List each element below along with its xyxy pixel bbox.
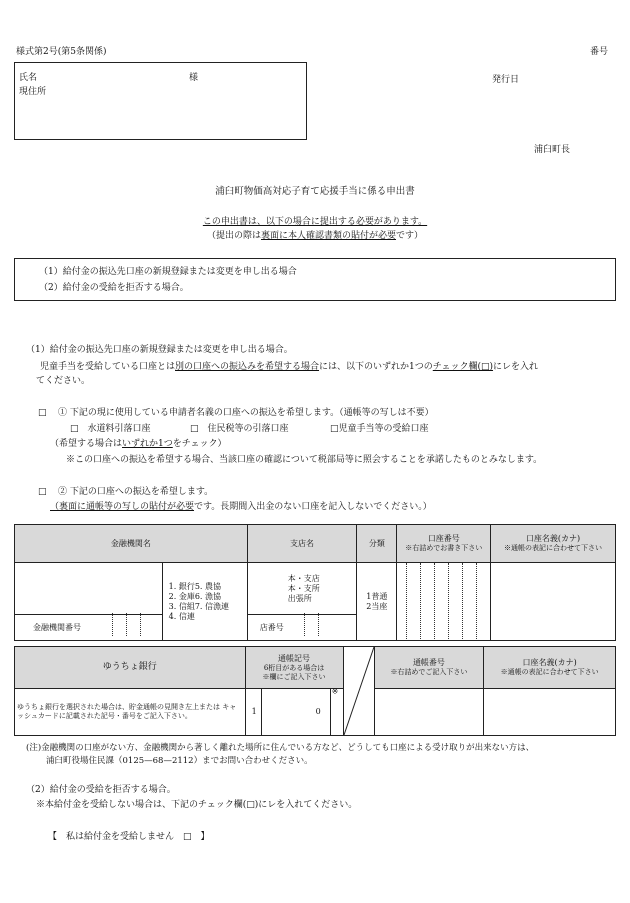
symbol-first: 1 [251,707,257,717]
symbol-divider [261,689,262,735]
number-input[interactable] [374,689,484,736]
symbol-divider [330,689,331,735]
section1-body-cont: てください。 [36,376,91,386]
branch-type: 本・支店 [287,573,320,583]
option2-note [50,502,432,513]
col-number [374,647,484,689]
option1-note-b: をチェック） [172,439,227,449]
refusal-checkbox[interactable]: 【 私は給付金を受給しません □ 】 [48,832,210,842]
diagonal-cell [343,647,374,736]
section1-body-c: にレを入れ [493,362,539,372]
col-account-note: ※右詰めでお書き下さい [405,544,483,553]
page-title: 浦臼町物価高対応子育て応援手当に係る申出書 [215,186,415,197]
option2-note-rest: です。長期間入出金のない口座を記入しないでください。） [194,502,432,512]
honorific: 様 [189,73,199,83]
institution-type: 1. 銀行5. 農協 [168,581,222,591]
yucho-table [14,646,616,736]
address-label: 現住所 [19,87,47,97]
col-holder-title: 口座名義(カナ) [525,534,581,544]
section1-body-u2: チェック欄(□) [432,362,494,372]
col-yucho: ゆうちょ銀行 [15,647,246,689]
col-institution: 金融機関名 [15,525,248,563]
col-yucho-holder-title: 口座名義(カナ) [522,658,577,668]
section1-body-a: 児童手当を受給している口座とは [40,362,176,372]
notice-line1: この申出書は、以下の場合に提出する必要があります。 [202,217,428,227]
notice-line2-prefix: （提出の際は [206,231,261,241]
section1-body [40,362,538,373]
holder-name-input[interactable] [491,563,616,641]
col-symbol-note2: ※欄にご記入下さい [262,672,326,681]
option1-sub-tax[interactable]: □ 住民税等の引落口座 [190,424,289,434]
yucho-instruction: ゆうちょ銀行を選択された場合は、貯金通帳の見開き左上または キャッシュカードに記載された記号・番号をご記入下さい。 [15,689,246,736]
option1-note [50,439,226,450]
col-symbol [245,647,343,689]
notice-line2 [0,231,630,242]
case-item: （2）給付金の受給を拒否する場合。 [39,283,189,293]
diagonal-line [344,647,374,735]
option1-consent: ※この口座への振込を希望する場合、当該口座の確認について税部局等に照会することを承諾したものとみなします。 [66,455,543,465]
issue-date-label: 発行日 [492,75,520,85]
digit-separator [462,563,463,639]
section2-heading: （2）給付金の受給を拒否する場合。 [26,785,176,795]
symbol-input[interactable] [245,689,343,736]
col-holder [491,525,616,563]
digit-separator [112,613,113,636]
account-type-cell[interactable] [357,563,397,641]
notice-line2-suffix: です） [396,231,424,241]
footnote-cont: 浦臼町役場住民課（0125—68—2112）までお問い合わせください。 [46,756,313,766]
symbol-last: 0 [315,707,321,717]
digit-separator [434,563,435,639]
col-account-title: 口座番号 [427,534,460,544]
issuer: 浦臼町長 [534,145,571,155]
symbol-extra: ※ [331,687,339,697]
digit-separator [126,613,127,636]
institution-name-input[interactable] [15,563,163,615]
case-item: （1）給付金の振込先口座の新規登録または変更を申し出る場合 [39,267,297,277]
col-branch: 支店名 [247,525,357,563]
option1-note-u: いずれか1つ [122,439,173,449]
form-id: 様式第2号(第5条関係) [16,47,107,57]
option2-checkbox[interactable]: □ [38,487,47,497]
col-type: 分類 [357,525,397,563]
institution-type: 4. 信連 [168,611,195,621]
option2-label: ② 下記の口座への振込を希望します。 [58,487,214,497]
bank-table [14,524,616,641]
col-holder-note: ※通帳の表記に合わせて下さい [504,544,603,553]
col-yucho-holder [484,647,616,689]
institution-type: 3. 信組7. 信漁連 [168,601,230,611]
institution-code-label: 金融機関番号 [33,622,81,632]
col-number-title: 通帳番号 [412,658,445,668]
digit-separator [140,613,141,636]
section1-heading: （1）給付金の振込先口座の新規登録または変更を申し出る場合。 [26,345,293,355]
digit-separator [420,563,421,639]
institution-types[interactable] [162,563,247,641]
branch-type: 出張所 [287,593,312,603]
footnote: (注)金融機関の口座がない方、金融機関から著しく離れた場所に住んでいる方など、どうしても口座による受け取りが出来ない方は、 [26,743,535,753]
option1-checkbox[interactable]: □ [38,408,47,418]
col-yucho-holder-note: ※通帳の表記に合わせて下さい [500,668,599,677]
digit-separator [304,613,305,636]
digit-separator [448,563,449,639]
option2-note-u: （裏面に通帳等の写しの貼付が必要 [50,502,195,512]
notice-line1-wrap [0,217,630,228]
digit-separator [406,563,407,639]
col-number-note: ※右詰めでご記入下さい [390,668,468,677]
yucho-holder-input[interactable] [484,689,616,736]
name-label: 氏名 [19,73,38,83]
col-symbol-note1: 6桁目がある場合は [263,663,325,672]
option1-sub-water[interactable]: □ 水道料引落口座 [70,424,151,434]
institution-type: 2. 金庫6. 漁協 [168,591,222,601]
section1-body-b: には、以下のいずれか1つの [319,362,433,372]
digit-separator [476,563,477,639]
number-label: 番号 [590,47,609,57]
account-type: 1普通 [366,591,388,601]
col-symbol-title: 通帳記号 [278,653,311,663]
branch-code-cell[interactable] [247,615,357,641]
branch-code-label: 店番号 [259,622,284,632]
addressee-box [14,62,307,140]
option1-sub-child[interactable]: □児童手当等の受給口座 [330,424,429,434]
col-account [397,525,491,563]
option1-label: ① 下記の現に使用している申請者名義の口座への振込を希望します。（通帳等の写しは不要） [58,408,434,418]
branch-type: 本・支所 [287,583,320,593]
option1-note-a: （希望する場合は [50,439,123,449]
section1-body-u1: 別の口座への振込みを希望する場合 [175,362,320,372]
notice-line2-underlined: 裏面に本人確認書類の貼付が必要 [260,231,396,241]
branch-types[interactable] [247,563,357,615]
account-type: 2当座 [366,601,388,611]
digit-separator [318,613,319,636]
cases-box [14,258,616,301]
section2-body: ※本給付金を受給しない場合は、下記のチェック欄(□)にレを入れてください。 [36,800,358,810]
